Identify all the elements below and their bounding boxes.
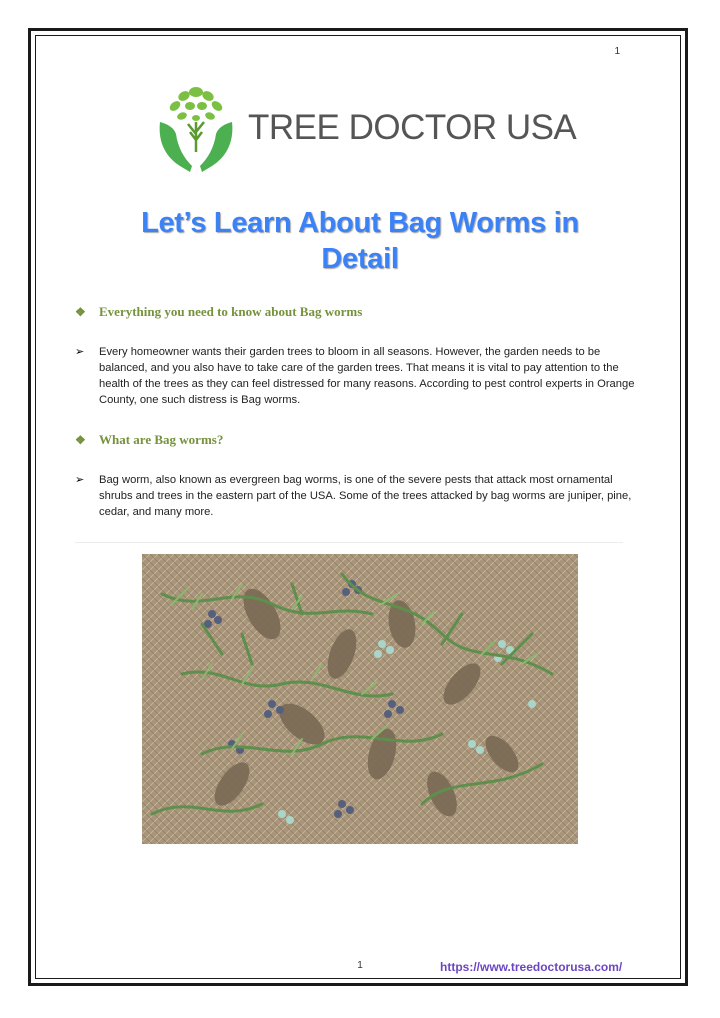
section-paragraph-text: Bag worm, also known as evergreen bag worms, is one of the severe pests that attack most ornamental shrubs and trees in the eastern part of the USA. Some of the trees attacked by bag worms are juniper, pine, cedar, and many more. (99, 474, 632, 518)
section-heading (75, 304, 362, 320)
section-heading-text: Everything you need to know about Bag worms (99, 304, 363, 319)
arrow-bullet-icon: ➢ (75, 346, 85, 358)
diamond-bullet-icon: ❖ (75, 305, 86, 319)
section-paragraph (75, 472, 635, 520)
page-title-line1: Let’s Learn About Bag Worms in (141, 207, 579, 239)
divider (75, 542, 623, 543)
section-heading (75, 432, 223, 448)
section-paragraph-text: Every homeowner wants their garden trees to bloom in all seasons. However, the garden needs to be balanced, and you also have to take care of the garden trees. That means it is vital to pay attention to the health of the trees as they can feel distressed for many reasons. According to pest control experts in Orange County, one such distress is Bag worms. (99, 346, 635, 406)
diamond-bullet-icon: ❖ (75, 433, 86, 447)
arrow-bullet-icon: ➢ (75, 474, 85, 486)
logo-text: TREE DOCTOR USA (248, 108, 577, 147)
section-heading-text: What are Bag worms? (99, 432, 224, 447)
logo (150, 82, 577, 178)
section-paragraph (75, 344, 635, 408)
page-title-line2: Detail (321, 243, 399, 275)
website-link[interactable]: https://www.treedoctorusa.com/ (440, 960, 623, 974)
page-number-bottom: 1 (357, 960, 363, 971)
page-title (60, 205, 660, 277)
page-number-top: 1 (614, 46, 620, 57)
bagworm-photo (142, 554, 578, 844)
tree-hands-logo-icon (150, 82, 242, 178)
